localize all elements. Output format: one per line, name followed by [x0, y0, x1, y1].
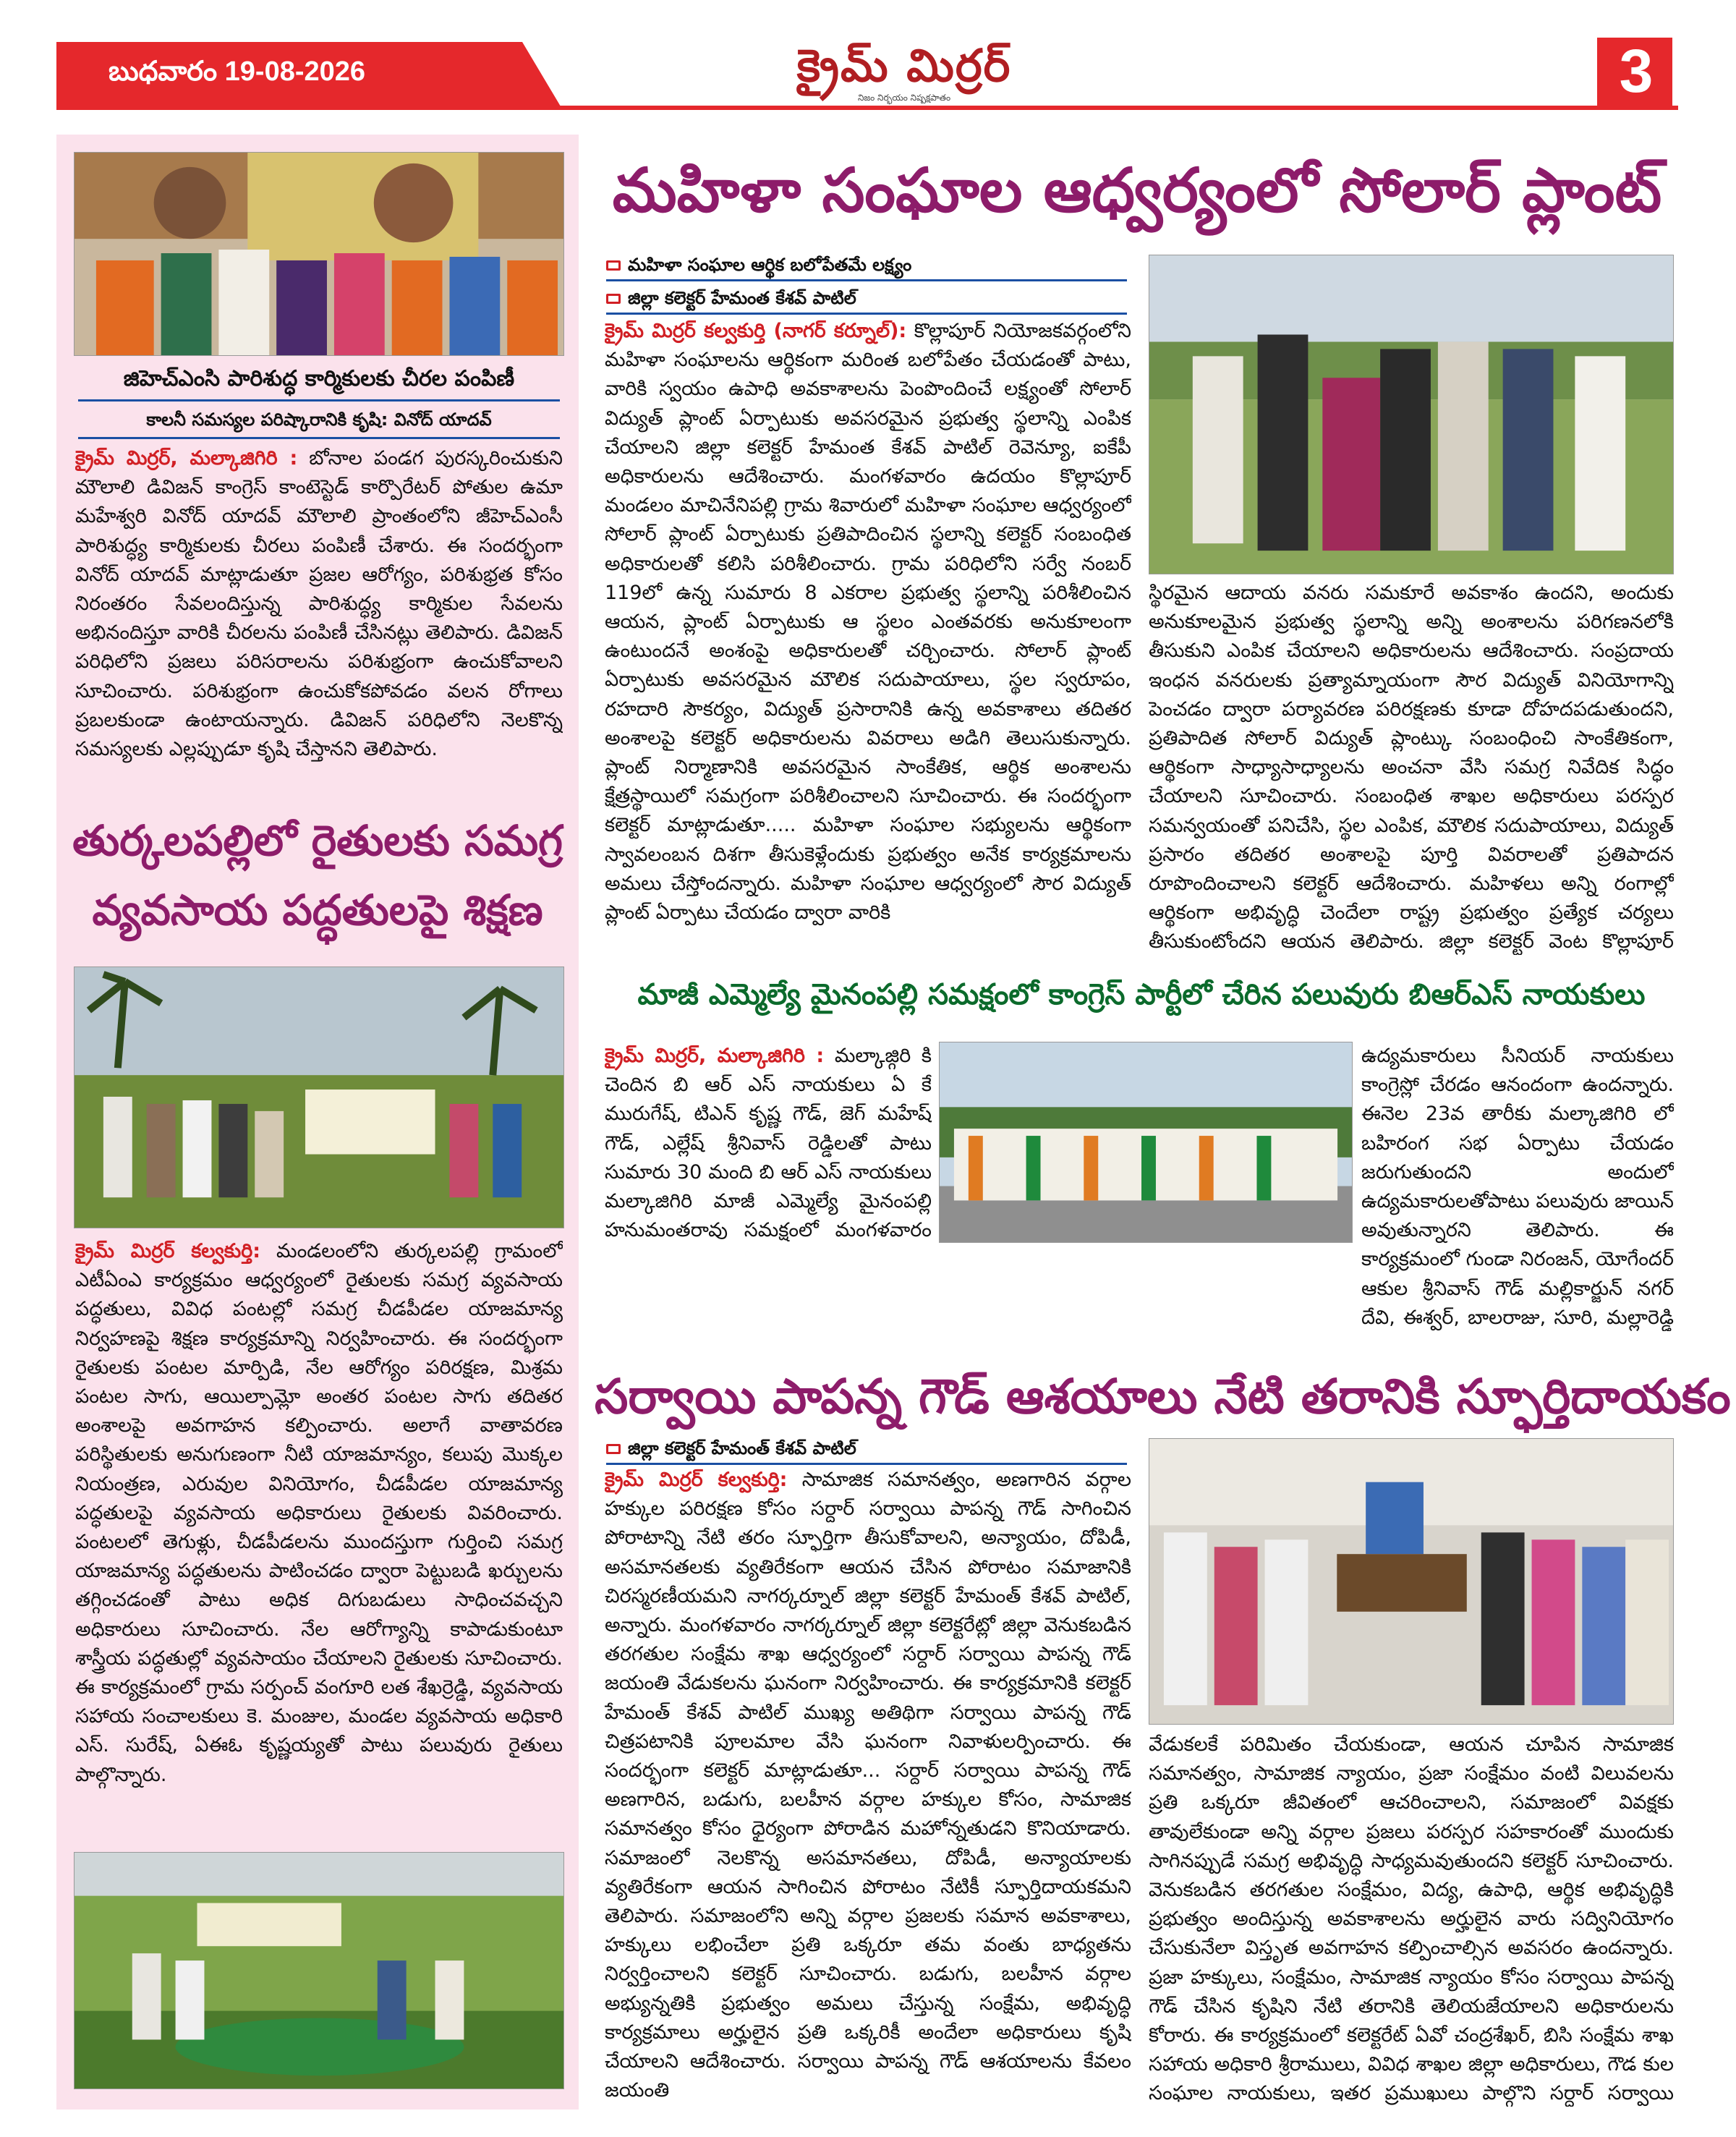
bullet-marker-icon	[606, 294, 621, 304]
papanna-headline: సర్వాయి పాపన్న గౌడ్ ఆశయాలు నేటి తరానికి స్ఫూర్తిదాయకం	[595, 1369, 1731, 1424]
left-story1-rule	[78, 399, 560, 402]
solar-bullet1: మహిళా సంఘాల ఆర్థిక బలోపేతమే లక్ష్యం	[606, 255, 911, 279]
left-story1-headline: జిహెచ్ఎంసి పారిశుద్ధ కార్మికులకు చీరల పంపిణీ	[123, 366, 515, 391]
left-story1-subrule	[78, 437, 560, 439]
photo-papanna-tribute	[1149, 1438, 1674, 1725]
header-rule	[550, 106, 1678, 110]
solar-bullet2-rule	[606, 313, 1127, 315]
left-story1-subhead: కాలనీ సమస్యల పరిష్కారానికి కృషి: వినోద్ యాదవ్	[146, 409, 492, 430]
solar-body-left	[605, 317, 1131, 953]
photo-solar-site-inspection	[1149, 255, 1674, 574]
left-story2-dateline: క్రైమ్ మిర్రర్ కల్వకుర్తి:	[75, 1240, 261, 1262]
papanna-body-right	[1149, 1730, 1674, 2107]
left-story1-dateline: క్రైమ్ మిర్రర్, మల్కాజిగిరి :	[75, 447, 298, 470]
bullet-marker-icon	[606, 260, 621, 271]
solar-bullet2: జిల్లా కలెక్టర్ హేమంత కేశవ్ పాటిల్	[606, 288, 856, 313]
congress-text-right: ఉద్యమకారులు సీనియర్ నాయకులు కాంగ్రెస్లో చేరడం ఆనందంగా ఉందన్నారు. ఈనెల 23వ తారీకు మల్కాజిగిరి లో బహిరంగ సభ ఏర్పాటు చేయడం జరుగుతుందని అందులో ఉద్యమకారులతోపాటు పలువురు జాయిన్ అవుతున్నారని తెలిపారు. ఈ కార్యక్రమంలో గుండా నిరంజన్, యోగేందర్ ఆకుల శ్రీనివాస్ గౌడ్ మల్లికార్జున్ నగర్ దేవి, ఈశ్వర్, బాలరాజు, సూరి, మల్లారెడ్డి	[1361, 1045, 1674, 1329]
solar-text-right: స్థిరమైన ఆదాయ వనరు సమకూరే అవకాశం ఉందని, అందుకు అనుకూలమైన ప్రభుత్వ స్థలాన్ని అన్ని అంశాలను పరిగణనలోకి తీసుకుని ఎంపిక చేయాలని అధికారులను ఆదేశించారు. సంప్రదాయ ఇంధన వనరులకు ప్రత్యామ్నాయంగా సౌర విద్యుత్ వినియోగాన్ని పెంచడం ద్వారా పర్యావరణ పరిరక్షణకు కూడా దోహదపడుతుందని, ప్రతిపాదిత సోలార్ విద్యుత్ ప్లాంట్కు సంబంధించి సాంకేతికంగా, ఆర్థికంగా సాధ్యాసాధ్యాలను అంచనా వేసి సమగ్ర నివేదిక సిద్ధం చేయాలని సూచించారు. సంబంధిత శాఖల అధికారులు పరస్పర సమన్వయంతో పనిచేసి, స్థల ఎంపిక, మౌలిక సదుపాయాలు, విద్యుత్ ప్రసారం తదితర అంశాలపై పూర్తి వివరాలతో ప్రతిపాదన రూపొందించాలని కలెక్టర్ ఆదేశించారు. మహిళలు అన్ని రంగాల్లో ఆర్థికంగా అభివృద్ధి చెందేలా రాష్ట్ర ప్రభుత్వం ప్రత్యేక చర్యలు తీసుకుంటోందని ఆయన తెలిపారు. జిల్లా కలెక్టర్ వెంట కొల్లాపూర్	[1149, 582, 1674, 953]
congress-headline: మాజీ ఎమ్మెల్యే మైనంపల్లి సమక్షంలో కాంగ్రెస్ పార్టీలో చేరిన పలువురు బిఆర్ఎస్ నాయకులు	[637, 978, 1646, 1011]
page-number: 3	[1619, 37, 1654, 105]
solar-dateline: క్రైమ్ మిర్రర్ కల్వకుర్తి (నాగర్ కర్నూల్):	[605, 320, 907, 342]
logo-text: క్రైమ్ మిర్రర్	[796, 39, 1012, 92]
photo-sanitation-workers	[74, 152, 564, 356]
papanna-bullet: జిల్లా కలెక్టర్ హేమంత్ కేశవ్ పాటిల్	[606, 1438, 856, 1463]
bullet-marker-icon	[606, 1444, 621, 1454]
issue-date: బుధవారం 19-08-2026	[109, 56, 366, 87]
newspaper-logo	[781, 41, 1027, 106]
left-story2-headline-line1: తుర్కలపల్లిలో రైతులకు సమగ్ర	[72, 816, 563, 865]
congress-text-left: మల్కాజ్గిరి కి చెందిన బి ఆర్ ఎస్ నాయకులు ఏ కే మురుగేష్, టిఎన్ కృష్ణ గౌడ్, జెగ్ మహేష్ గౌడ్, ఎల్లేష్ శ్రీనివాస్ రెడ్డిలతో పాటు సుమారు 30 మంది బి ఆర్ ఎస్ నాయకులు మల్కాజిగిరి మాజీ ఎమ్మెల్యే మైనంపల్లి హనుమంతరావు సమక్షంలో మంగళవారం	[605, 1045, 932, 1242]
photo-congress-joining	[939, 1042, 1353, 1243]
photo-farmers-training	[74, 966, 564, 1228]
left-story1-text: బోనాల పండగ పురస్కరించుకుని మౌలాలి డివిజన్ కాంగ్రెస్ కాంటెస్టెడ్ కార్పొరేటర్ పోతుల ఉమా మహేశ్వరి వినోద్ యాదవ్ మౌలాలి ప్రాంతంలోని జీహెచ్ఎంసీ పారిశుద్ధ్య కార్మికులకు చీరలు పంపిణీ చేశారు. ఈ సందర్భంగా వినోద్ యాదవ్ మాట్లాడుతూ ప్రజల ఆరోగ్యం, పరిశుభ్రత కోసం నిరంతరం సేవలందిస్తున్న పారిశుద్ధ్య కార్మికుల సేవలను అభినందిస్తూ వారికి చీరలను పంపిణీ చేసినట్లు తెలిపారు. డివిజన్ పరిధిలోని ప్రజలు పరిసరాలను పరిశుభ్రంగా ఉంచుకోవాలని సూచించారు. పరిశుభ్రంగా ఉంచుకోకపోవడం వలన రోగాలు ప్రబలకుండా ఉంటాయన్నారు. డివిజన్ పరిధిలోని నెలకొన్న సమస్యలకు ఎల్లప్పుడూ కృషి చేస్తానని తెలిపారు.	[75, 447, 563, 761]
left-story2-text: మండలంలోని తుర్కలపల్లి గ్రామంలో ఎటీఏంఎ కార్యక్రమం ఆధ్వర్యంలో రైతులకు సమగ్ర వ్యవసాయ పద్ధతులు, వివిధ పంటల్లో సమగ్ర చీడపీడల యాజమాన్య నిర్వహణపై శిక్షణ కార్యక్రమాన్ని నిర్వహించారు. ఈ సందర్భంగా రైతులకు పంటల మార్పిడి, నేల ఆరోగ్యం పరిరక్షణ, మిశ్రమ పంటల సాగు, ఆయిల్పామ్లో అంతర పంటల సాగు తదితర అంశాలపై అవగాహన కల్పించారు. అలాగే వాతావరణ పరిస్థితులకు అనుగుణంగా నీటి యాజమాన్యం, కలుపు మొక్కల నియంత్రణ, ఎరువుల వినియోగం, చీడపీడల యాజమాన్య పద్ధతులపై వ్యవసాయ అధికారులు రైతులకు వివరించారు. పంటలలో తెగుళ్లు, చీడపీడలను ముందస్తుగా గుర్తించి సమగ్ర యాజమాన్య పద్ధతులను పాటించడం ద్వారా పెట్టుబడి ఖర్చులను తగ్గించడంతో పాటు అధిక దిగుబడులు సాధించవచ్చని అధికారులు సూచించారు. నేల ఆరోగ్యాన్ని కాపాడుకుంటూ శాస్త్రీయ పద్ధతుల్లో వ్యవసాయం చేయాలని రైతులకు సూచించారు. ఈ కార్యక్రమంలో గ్రామ సర్పంచ్ వంగూరి లత శేఖర్రెడ్డి, వ్యవసాయ సహాయ సంచాలకులు కె. మంజుల, మండల వ్యవసాయ అధికారి ఎస్. సురేష్, ఏఈఓ కృష్ణయ్యతో పాటు పలువురు రైతులు పాల్గొన్నారు.	[75, 1240, 563, 1786]
congress-dateline: క్రైమ్ మిర్రర్, మల్కాజిగిరి :	[605, 1045, 825, 1067]
left-story2-headline-line2: వ్యవసాయ పద్ధతులపై శిక్షణ	[92, 885, 543, 935]
congress-body-right	[1361, 1042, 1674, 1331]
papanna-text-right: వేడుకలకే పరిమితం చేయకుండా, ఆయన చూపిన సామాజిక సమానత్వం, సామాజిక న్యాయం, ప్రజా సంక్షేమం వంటి విలువలను ప్రతి ఒక్కరూ జీవితంలో ఆచరించాలని, సమాజంలో వివక్షకు తావులేకుండా అన్ని వర్గాల ప్రజలు పరస్పర సహకారంతో ముందుకు సాగినప్పుడే సమగ్ర అభివృద్ధి సాధ్యమవుతుందని కలెక్టర్ సూచించారు. వెనుకబడిన తరగతుల సంక్షేమం, విద్య, ఉపాధి, ఆర్థిక అభివృద్ధికి ప్రభుత్వం అందిస్తున్న అవకాశాలను అర్హులైన వారు సద్వినియోగం చేసుకునేలా విస్తృత అవగాహన కల్పించాల్సిన అవసరం ఉందన్నారు. ప్రజా హక్కులు, సంక్షేమం, సామాజిక న్యాయం కోసం సర్వాయి పాపన్న గౌడ్ చేసిన కృషిని నేటి తరానికి తెలియజేయాలని అధికారులను కోరారు. ఈ కార్యక్రమంలో కలెక్టరేట్ ఏవో చంద్రశేఖర్, బిసి సంక్షేమ శాఖ సహాయ అధికారి శ్రీరాములు, వివిధ శాఖల జిల్లా అధికారులు, గౌడ కుల సంఘాల నాయకులు, ఇతర ప్రముఖులు పాల్గొని సర్దార్ సర్వాయి	[1149, 1733, 1674, 2105]
solar-headline: మహిళా సంఘాల ఆధ్వర్యంలో సోలార్ ప్లాంట్	[612, 155, 1662, 226]
photo-field-meeting	[74, 1852, 564, 2089]
papanna-bullet-rule	[606, 1463, 1127, 1465]
solar-text-left: కొల్లాపూర్ నియోజకవర్గంలోని మహిళా సంఘాలను ఆర్థికంగా మరింత బలోపేతం చేయడంతో పాటు, వారికి స్వయం ఉపాధి అవకాశాలను పెంపొందించే లక్ష్యంతో సోలార్ విద్యుత్ ప్లాంట్ ఏర్పాటుకు అవసరమైన ప్రభుత్వ స్థలాన్ని ఎంపిక చేయాలని జిల్లా కలెక్టర్ హేమంత కేశవ్ పాటిల్ రెవెన్యూ, ఐకేపీ అధికారులను ఆదేశించారు. మంగళవారం ఉదయం కొల్లాపూర్ మండలం మాచినేనిపల్లి గ్రామ శివారులో మహిళా సంఘాల ఆధ్వర్యంలో సోలార్ ప్లాంట్ ఏర్పాటుకు ప్రతిపాదించిన స్థలాన్ని కలెక్టర్ సంబంధిత అధికారులతో కలిసి పరిశీలించారు. గ్రామ పరిధిలోని సర్వే నంబర్ 119లో ఉన్న సుమారు 8 ఎకరాల ప్రభుత్వ స్థలాన్ని పరిశీలించిన ఆయన, ప్లాంట్ ఏర్పాటుకు ఆ స్థలం ఎంతవరకు అనుకూలంగా ఉంటుందనే అంశంపై అధికారులతో చర్చించారు. సోలార్ ప్లాంట్ ఏర్పాటుకు అవసరమైన మౌలిక సదుపాయాలు, స్థల స్వరూపం, రహదారి సౌకర్యం, విద్యుత్ ప్రసారానికి ఉన్న అవకాశాలు తదితర అంశాలపై కలెక్టర్ అధికారులను వివరాలు అడిగి తెలుసుకున్నారు. ప్లాంట్ నిర్మాణానికి అవసరమైన సాంకేతిక, ఆర్థిక అంశాలను క్షేత్రస్థాయిలో సమగ్రంగా పరిశీలించాలని సూచించారు. ఈ సందర్భంగా కలెక్టర్ మాట్లాడుతూ..... మహిళా సంఘాల సభ్యులను ఆర్థికంగా స్వావలంబన దిశగా తీసుకెళ్లేందుకు ప్రభుత్వం అనేక కార్యక్రమాలను అమలు చేస్తోందన్నారు. మహిళా సంఘాల ఆధ్వర్యంలో సౌర విద్యుత్ ప్లాంట్ ఏర్పాటు చేయడం ద్వారా వారికి	[605, 320, 1131, 925]
masthead	[0, 0, 1736, 116]
solar-body-right	[1149, 579, 1674, 955]
papanna-dateline: క్రైమ్ మిర్రర్ కల్వకుర్తి:	[605, 1469, 788, 1491]
papanna-text-left: సామాజిక సమానత్వం, అణగారిన వర్గాల హక్కుల పరిరక్షణ కోసం సర్దార్ సర్వాయి పాపన్న గౌడ్ సాగించిన పోరాటాన్ని నేటి తరం స్ఫూర్తిగా తీసుకోవాలని, అన్యాయం, దోపిడీ, అసమానతలకు వ్యతిరేకంగా ఆయన చేసిన పోరాటం సమాజానికి చిరస్మరణీయమని నాగర్కర్నూల్ జిల్లా కలెక్టర్ హేమంత్ కేశవ్ పాటిల్, అన్నారు. మంగళవారం నాగర్కర్నూల్ జిల్లా కలెక్టరేట్లో జిల్లా వెనుకబడిన తరగతుల సంక్షేమ శాఖ ఆధ్వర్యంలో సర్దార్ సర్వాయి పాపన్న గౌడ్ జయంతి వేడుకలను ఘనంగా నిర్వహించారు. ఈ కార్యక్రమానికి కలెక్టర్ హేమంత్ కేశవ్ పాటిల్ ముఖ్య అతిథిగా సర్వాయి పాపన్న గౌడ్ చిత్రపటానికి పూలమాల వేసి ఘనంగా నివాళులర్పించారు. ఈ సందర్భంగా కలెక్టర్ మాట్లాడుతూ... సర్దార్ సర్వాయి పాపన్న గౌడ్ అణగారిన, బడుగు, బలహీన వర్గాల హక్కుల కోసం, సామాజిక సమానత్వం కోసం ధైర్యంగా పోరాడిన మహోన్నతుడని కొనియాడారు. సమాజంలో నెలకొన్న అసమానతలు, దోపిడీ, అన్యాయాలకు వ్యతిరేకంగా ఆయన సాగించిన పోరాటం నేటికీ స్ఫూర్తిదాయకమని తెలిపారు. సమాజంలోని అన్ని వర్గాల ప్రజలకు సమాన అవకాశాలు, హక్కులు లభించేలా ప్రతి ఒక్కరూ తమ వంతు బాధ్యతను నిర్వర్తించాలని కలెక్టర్ సూచించారు. బడుగు, బలహీన వర్గాల అభ్యున్నతికి ప్రభుత్వం అమలు చేస్తున్న సంక్షేమ, అభివృద్ధి కార్యక్రమాలు అర్హులైన ప్రతి ఒక్కరికీ అందేలా అధికారులు కృషి చేయాలని ఆదేశించారు. సర్వాయి పాపన్న గౌడ్ ఆశయాలను కేవలం జయంతి	[605, 1469, 1131, 2102]
solar-bullet1-rule	[606, 279, 1127, 281]
left-story2-body	[75, 1237, 563, 1816]
left-story1-body	[75, 444, 563, 797]
logo-tagline: నిజం నిర్భయం నిష్పక్షపాతం	[857, 93, 951, 103]
papanna-body-left	[605, 1466, 1131, 2102]
congress-body-left	[605, 1042, 932, 1244]
